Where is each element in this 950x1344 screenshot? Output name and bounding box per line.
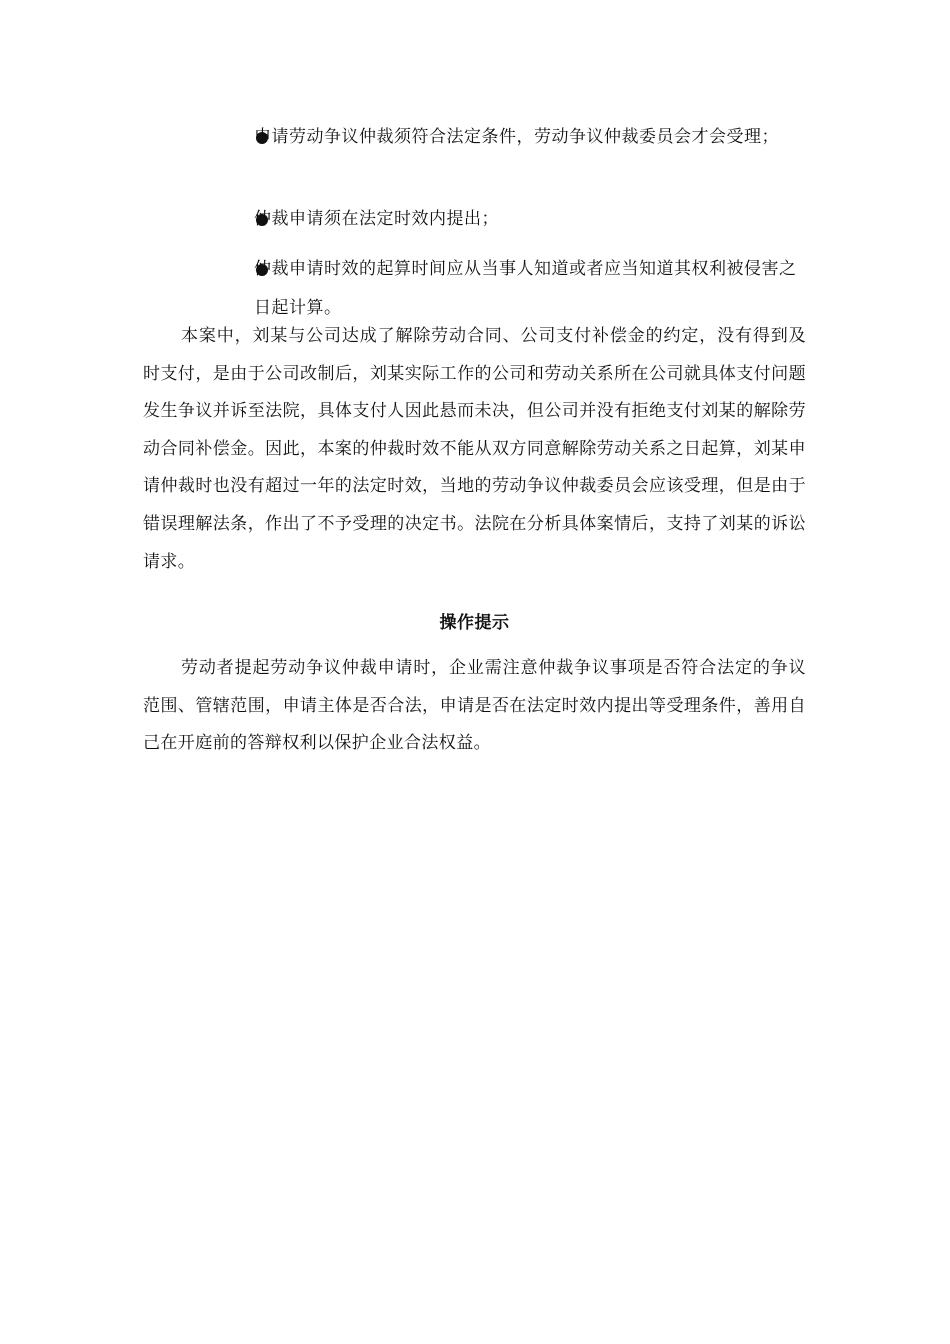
case-analysis-paragraph: 本案中，刘某与公司达成了解除劳动合同、公司支付补偿金的约定，没有得到及时支付，是由于公司改制后，刘某实际工作的公司和劳动关系所在公司就具体支付问题发生争议并诉至法院，具体支付人因此悬而未决，但公司并没有拒绝支付刘某的解除劳动合同补偿金。因此，本案的仲裁时效不能从双方同意解除劳动关系之日起算，刘某申请仲裁时也没有超过一年的法定时效，当地的劳动争议仲裁委员会应该受理，但是由于错误理解法条，作出了不予受理的决定书。法院在分析具体案情后，支持了刘某的诉讼请求。 xyxy=(143,326,806,572)
bullet-item-3 xyxy=(216,250,806,328)
bullet-text: 仲裁申请时效的起算时间应从当事人知道或者应当知道其权利被侵害之日起计算。 xyxy=(254,259,797,318)
section-heading: 操作提示 xyxy=(439,613,510,633)
operation-tip-paragraph: 劳动者提起劳动争议仲裁申请时，企业需注意仲裁争议事项是否符合法定的争议范围、管辖范围，申请主体是否合法，申请是否在法定时效内提出等受理条件，善用自己在开庭前的答辩权利以保护企业合法权益。 xyxy=(143,658,806,754)
bullet-text: 申请劳动争议仲裁须符合法定条件，劳动争议仲裁委员会才会受理； xyxy=(254,127,779,147)
bullet-item-2 xyxy=(216,200,806,239)
bullet-text: 仲裁申请须在法定时效内提出； xyxy=(254,209,499,229)
bullet-item-1 xyxy=(216,118,806,157)
